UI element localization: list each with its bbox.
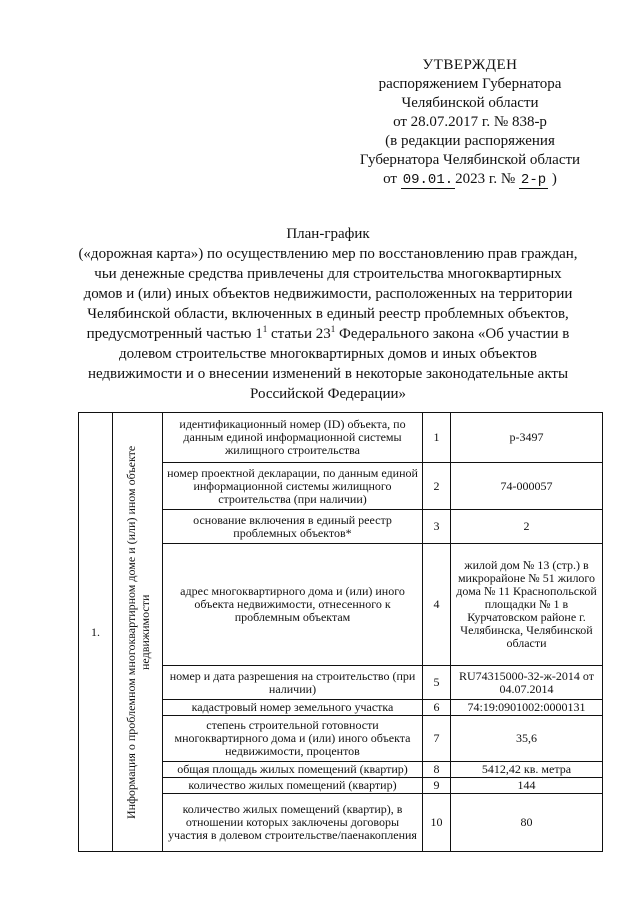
plan-line: («дорожная карта») по осуществлению мер по восстановлению прав граждан, (78, 246, 578, 262)
row-index: 2 (423, 463, 451, 510)
row-number: 1. (79, 413, 113, 852)
row-index: 10 (423, 794, 451, 852)
approval-date-line (350, 170, 590, 190)
plan-line: домов и (или) иных объектов недвижимости, расположенных на территории (83, 286, 573, 302)
approval-heading: УТВЕРЖДЕН (422, 57, 518, 73)
row-label: номер проектной декларации, по данным единой информационной системы жилищного строительства (при наличии) (163, 463, 423, 510)
row-value: 144 (451, 778, 603, 794)
approval-stamp (350, 56, 590, 190)
row-value: р-3497 (451, 413, 603, 463)
plan-line: чьи денежные средства привлечены для строительства многоквартирных (94, 266, 562, 282)
date-prefix: от (383, 171, 397, 187)
row-label: идентификационный номер (ID) объекта, по данным единой информационной системы жилищного строительства (163, 413, 423, 463)
row-value: 80 (451, 794, 603, 852)
row-label: адрес многоквартирного дома и (или) иного объекта недвижимости, отнесенного к проблемным объектам (163, 544, 423, 666)
row-index: 4 (423, 544, 451, 666)
row-value: 74:19:0901002:0000131 (451, 700, 603, 716)
plan-line (40, 324, 616, 344)
row-index: 8 (423, 762, 451, 778)
plan-title: План-график (286, 226, 370, 242)
approval-line: (в редакции распоряжения (385, 133, 555, 149)
approval-line: Губернатора Челябинской области (359, 152, 581, 168)
row-value: 35,6 (451, 716, 603, 762)
row-value: жилой дом № 13 (стр.) в микрорайоне № 51 жилого дома № 11 Краснопольской площадки № 1 в Курчатовском районе г. Челябинска, Челябинской области (451, 544, 603, 666)
handwritten-date: 09.01. (402, 172, 454, 188)
plan-line: недвижимости и о внесении изменений в некоторые законодательные акты (87, 366, 569, 382)
row-label: основание включения в единый реестр проблемных объектов* (163, 510, 423, 544)
row-index: 7 (423, 716, 451, 762)
approval-line: от 28.07.2017 г. № 838-р (393, 114, 547, 130)
plan-title-block (40, 224, 616, 404)
row-index: 3 (423, 510, 451, 544)
row-label: номер и дата разрешения на строительство (при наличии) (163, 666, 423, 700)
date-year: 2023 г. № (455, 171, 516, 187)
plan-line: Челябинской области, включенных в единый реестр проблемных объектов, (87, 306, 569, 322)
row-index: 1 (423, 413, 451, 463)
row-label: кадастровый номер земельного участка (163, 700, 423, 716)
plan-text: Федерального закона «Об участии в (335, 326, 570, 342)
plan-line: Российской Федерации» (249, 386, 406, 402)
row-value: 5412,42 кв. метра (451, 762, 603, 778)
row-label: степень строительной готовности многоквартирного дома и (или) иного объекта недвижимости, процентов (163, 716, 423, 762)
row-index: 5 (423, 666, 451, 700)
superscript: 1 (262, 324, 268, 334)
row-label: общая площадь жилых помещений (квартир) (163, 762, 423, 778)
row-label: количество жилых помещений (квартир) (163, 778, 423, 794)
table-row (79, 413, 603, 463)
handwritten-number: 2-р (520, 172, 547, 188)
object-info-table (78, 412, 603, 852)
row-value: 2 (451, 510, 603, 544)
superscript: 1 (330, 324, 336, 334)
plan-text: предусмотренный частью 1 (86, 326, 263, 342)
section-label-cell (113, 413, 163, 852)
section-label: Информация о проблемном многоквартирном доме и (или) ином объекте недвижимости (123, 445, 152, 819)
row-label: количество жилых помещений (квартир), в отношении которых заключены договоры участия в долевом строительстве/паенакопления (163, 794, 423, 852)
row-value: 74-000057 (451, 463, 603, 510)
plan-line: долевом строительстве многоквартирных домов и иных объектов (119, 346, 537, 362)
date-suffix: ) (551, 171, 557, 187)
plan-text: статьи 23 (267, 326, 331, 342)
row-value: RU74315000-32-ж-2014 от 04.07.2014 (451, 666, 603, 700)
approval-line: распоряжением Губернатора (378, 76, 562, 92)
row-index: 6 (423, 700, 451, 716)
approval-line: Челябинской области (401, 95, 539, 111)
row-index: 9 (423, 778, 451, 794)
